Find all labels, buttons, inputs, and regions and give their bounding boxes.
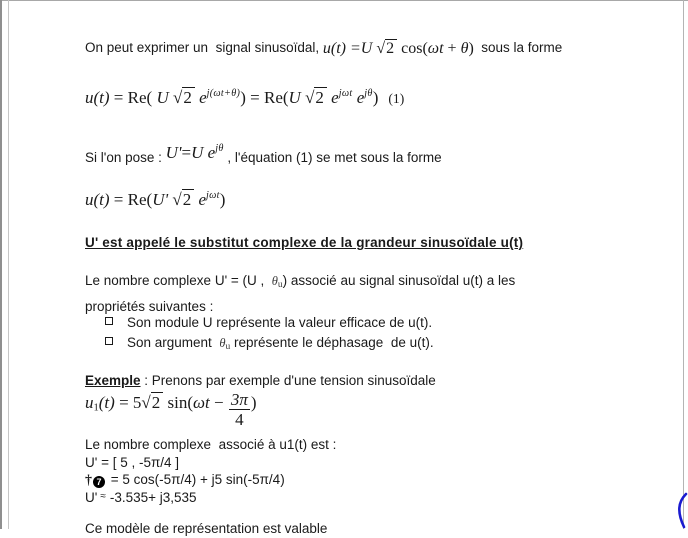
page-border-right (683, 0, 684, 529)
equation-2: u(t) = Re(U' √2 $e^{j\omega t}$) (85, 190, 226, 210)
theta-u-symbol: θu (219, 336, 231, 352)
pose-text-prefix: Si l'on pose : (85, 150, 166, 166)
square-bullet-icon (105, 337, 113, 345)
example-label: Exemple (85, 373, 141, 388)
intro-text-prefix: On peut exprimer un signal sinusoïdal, (85, 40, 323, 55)
page-border-left-inner (8, 0, 9, 529)
section-heading: U' est appelé le substitut complexe de la grandeur sinusoïdale u(t) (85, 235, 524, 250)
result-line-3: U' ≈ -3.535+ j3,535 (85, 490, 197, 505)
list-item (105, 313, 434, 332)
approx-symbol: ≈ (100, 491, 106, 502)
page-border-left-outer (0, 0, 2, 529)
square-bullet-icon (105, 317, 113, 325)
properties-list (105, 313, 434, 358)
clipped-bottom-line: Ce modèle de représentation est valable (85, 521, 328, 536)
pose-text-suffix: , l'équation (1) se met sous la forme (223, 150, 442, 166)
properties-line-2: propriétés suivantes : (85, 299, 214, 314)
page-border-top (0, 0, 688, 1)
inline-equation-substitut: U'=U $e^{j\theta}$ (165, 143, 224, 163)
blue-pen-annotation (674, 492, 688, 529)
equation-u1: u1(t) = 5√2 sin(ωt − $\frac{3\pi}{4}$ ) (85, 390, 257, 430)
paragraph-properties (85, 270, 515, 318)
paragraph-pose (85, 140, 442, 167)
inline-equation-cos: u(t) =U √2 cos(ωt + θ) (322, 40, 474, 57)
list-item (105, 333, 434, 357)
circled-seven-icon: 7 (93, 476, 105, 488)
paragraph-example (85, 372, 436, 390)
theta-u-symbol: θu (271, 274, 283, 290)
intro-text-suffix: sous la forme (473, 40, 563, 55)
equation-1: u(t) = Re( U √2 $e^{j(\omega t+\theta)}) = Re(U$ √2 $e^{j\omega t}$ $e^{j\theta}$) (1) (85, 88, 405, 108)
result-line-2-text: = 5 cos(-5π/4) + j5 sin(-5π/4) (107, 472, 285, 487)
bullet-text: Son argument θu représente le déphasage de u(t). (127, 335, 434, 352)
bullet-text: Son module U représente la valeur efficace de u(t). (127, 315, 433, 330)
properties-line-1: Le nombre complexe U' = (U , θu) associé au signal sinusoïdal u(t) a les (85, 273, 516, 290)
dagger-glyph-icon: † (85, 473, 92, 488)
example-text: : Prenons par exemple d'une tension sinusoïdale (140, 373, 436, 388)
result-line-1: U' = [ 5 , -5π/4 ] (85, 455, 180, 470)
associated-complex-line: Le nombre complexe associé à u1(t) est : (85, 437, 337, 452)
paragraph-intro (85, 39, 562, 58)
